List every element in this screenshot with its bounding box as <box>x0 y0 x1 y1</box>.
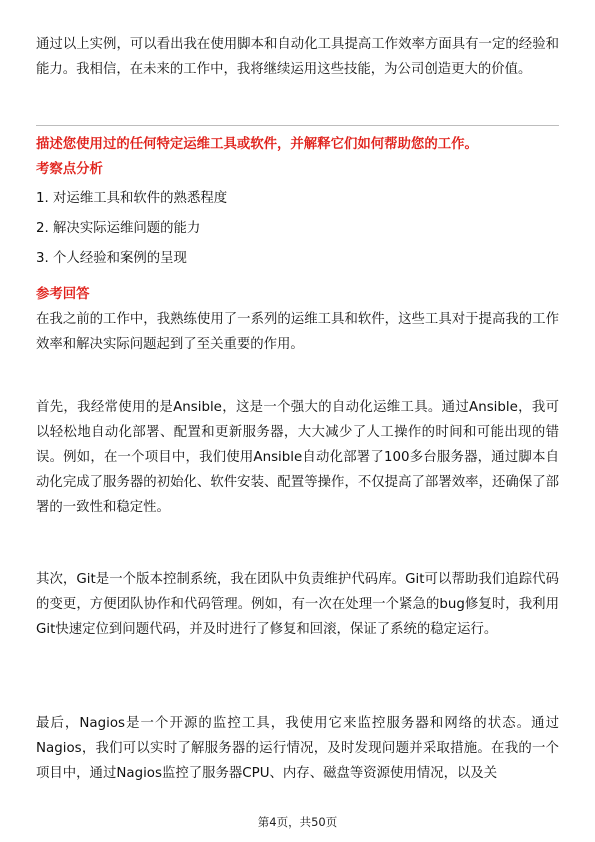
analysis-heading: 考察点分析 <box>36 162 103 177</box>
answer-paragraph-1: 在我之前的工作中，我熟练使用了一系列的运维工具和软件，这些工具对于提高我的工作效率和解决实际问题起到了至关重要的作用。 <box>36 312 559 352</box>
question-title: 描述您使用过的任何特定运维工具或软件，并解释它们如何帮助您的工作。 <box>36 137 478 152</box>
analysis-item-3: 3. 个人经验和案例的呈现 <box>36 251 187 266</box>
analysis-item-2: 2. 解决实际运维问题的能力 <box>36 221 201 236</box>
analysis-item-1: 1. 对运维工具和软件的熟悉程度 <box>36 191 228 206</box>
page-number: 第4页，共50页 <box>257 815 338 829</box>
answer-heading: 参考回答 <box>36 287 90 302</box>
answer-paragraph-2: 首先，我经常使用的是Ansible，这是一个强大的自动化运维工具。通过Ansible，我可以轻松地自动化部署、配置和更新服务器，大大减少了人工操作的时间和可能出现的错误。例如，在一个项目中，我们使用Ansible自动化部署了100多台服务器，通过脚本自动化完成了服务器的初始化、软件安装、配置等操作，不仅提高了部署效率，还确保了部署的一致性和稳定性。 <box>36 400 559 515</box>
answer-paragraph-3: 其次，Git是一个版本控制系统，我在团队中负责维护代码库。Git可以帮助我们追踪代码的变更，方便团队协作和代码管理。例如，有一次在处理一个紧急的bug修复时，我利用Git快速定位到问题代码，并及时进行了修复和回滚，保证了系统的稳定运行。 <box>36 572 559 637</box>
answer-paragraph-4: 最后，Nagios是一个开源的监控工具，我使用它来监控服务器和网络的状态。通过Nagios，我们可以实时了解服务器的运行情况，及时发现问题并采取措施。在我的一个项目中，通过Nagios监控了服务器CPU、内存、磁盘等资源使用情况，以及关 <box>36 716 559 781</box>
section-divider <box>36 125 559 126</box>
intro-paragraph: 通过以上实例，可以看出我在使用脚本和自动化工具提高工作效率方面具有一定的经验和能力。我相信，在未来的工作中，我将继续运用这些技能，为公司创造更大的价值。 <box>36 37 559 77</box>
